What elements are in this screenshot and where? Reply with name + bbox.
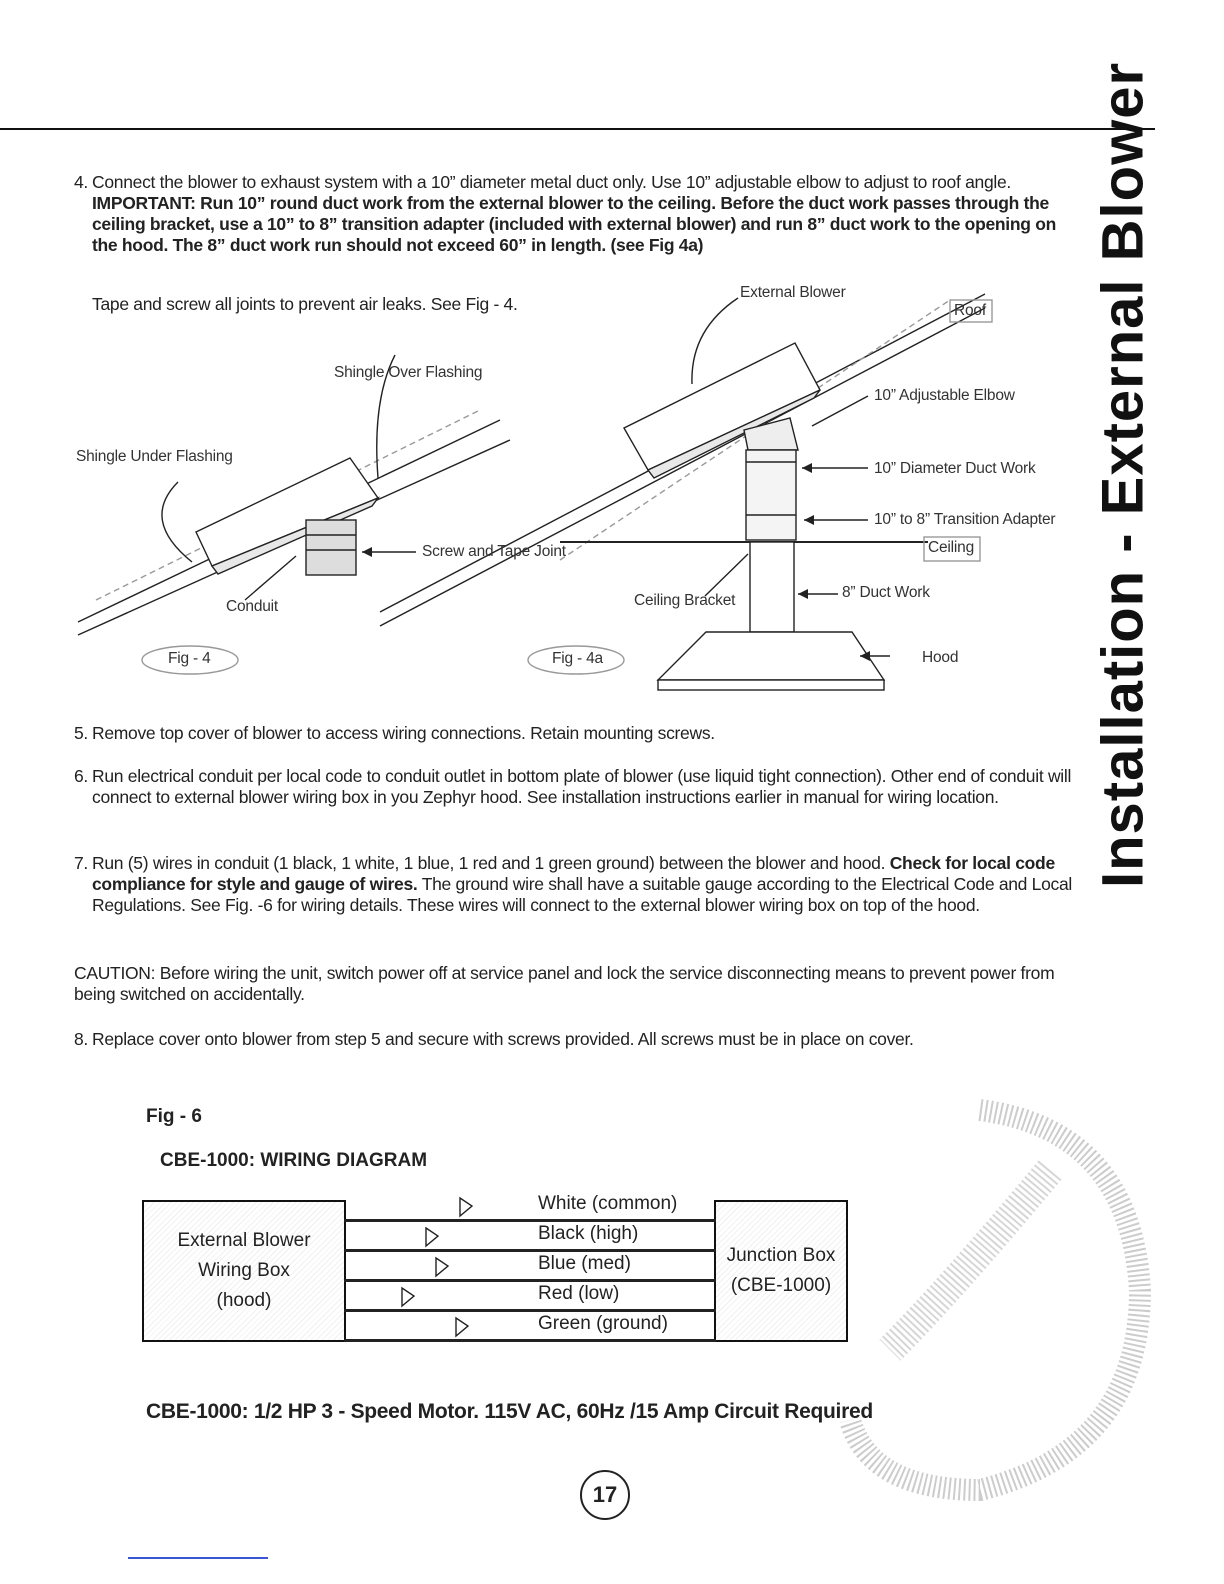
label-ceiling: Ceiling: [928, 539, 974, 556]
section-sidebar: [1088, 61, 1158, 889]
step-number: 7.: [74, 853, 88, 873]
step-text: Connect the blower to exhaust system with a 10” diameter metal duct only. Use 10” adjustable elbow to adjust to roof angle.: [92, 172, 1011, 192]
step-7: [74, 853, 1084, 916]
footer-rule: [128, 1557, 268, 1559]
step-8: [74, 1029, 1084, 1050]
sidebar-title: Installation - External Blower: [1090, 61, 1156, 889]
label-hood: Hood: [922, 649, 959, 666]
step-number: 8.: [74, 1029, 88, 1049]
label-roof: Roof: [954, 302, 986, 319]
label-screw-tape: Screw and Tape Joint: [422, 543, 566, 560]
wiring-diagram-title: CBE-1000: WIRING DIAGRAM: [160, 1150, 428, 1171]
step-number: 6.: [74, 766, 88, 786]
step-important: IMPORTANT: Run 10” round duct work from the external blower to the ceiling. Before the duct work passes through the ceiling bracket, use a 10” to 8” transition adapter (included with external blower) and run 8” duct work to the opening on the hood. The 8” duct work run should not exceed 60” in length. (see Fig 4a): [92, 193, 1056, 255]
wire-label: Red (low): [538, 1283, 620, 1304]
step-number: 5.: [74, 723, 88, 743]
label-shingle-over: Shingle Over Flashing: [334, 364, 483, 381]
label-duct-10: 10” Diameter Duct Work: [874, 460, 1036, 477]
wire-label: Blue (med): [538, 1253, 631, 1274]
step-number: 4.: [74, 172, 88, 192]
fig-4a-label: Fig - 4a: [552, 650, 603, 667]
box-line: (CBE-1000): [730, 1275, 832, 1296]
external-blower-box: [142, 1200, 346, 1342]
wire-label: Black (high): [538, 1223, 639, 1244]
page-number: 17: [580, 1470, 630, 1520]
step-text: Run electrical conduit per local code to conduit outlet in bottom plate of blower (use liquid tight connection). Other end of conduit will connect to external blower wiring box in you Zephyr hood. See installation instructions earlier in manual for wiring location.: [92, 766, 1072, 807]
decorative-swirl: [830, 1090, 1160, 1510]
box-line: (hood): [216, 1290, 272, 1311]
label-elbow: 10” Adjustable Elbow: [874, 387, 1015, 404]
box-line: Wiring Box: [198, 1260, 290, 1281]
label-external-blower: External Blower: [740, 284, 846, 301]
fig-6-label: Fig - 6: [146, 1106, 202, 1127]
label-transition: 10” to 8” Transition Adapter: [874, 511, 1056, 528]
fig-4-label: Fig - 4: [168, 650, 211, 667]
wire-label: Green (ground): [538, 1313, 668, 1334]
label-conduit: Conduit: [226, 598, 279, 615]
tape-note: Tape and screw all joints to prevent air leaks. See Fig - 4.: [92, 294, 518, 314]
wire-connector-icons: [380, 1196, 500, 1344]
label-duct-8: 8” Duct Work: [842, 584, 930, 601]
step-5: [74, 723, 1084, 744]
step-text: Replace cover onto blower from step 5 and secure with screws provided. All screws must be in place on cover.: [92, 1029, 914, 1049]
label-shingle-under: Shingle Under Flashing: [76, 448, 233, 465]
wire-label: White (common): [538, 1193, 678, 1214]
box-line: Junction Box: [726, 1245, 836, 1266]
step-text: Run (5) wires in conduit (1 black, 1 white, 1 blue, 1 red and 1 green ground) between the blower and hood.: [92, 853, 890, 873]
step-text: Remove top cover of blower to access wiring connections. Retain mounting screws.: [92, 723, 715, 743]
box-line: External Blower: [177, 1230, 311, 1251]
step-text-cont: The ground wire shall have a suitable gauge according to the Electrical Code and Local Regulations. See Fig. -6 for wiring details. These wires will connect to the external blower wiring box on top of the hood.: [92, 874, 1073, 915]
label-bracket: Ceiling Bracket: [634, 592, 736, 609]
motor-spec: CBE-1000: 1/2 HP 3 - Speed Motor. 115V AC, 60Hz /15 Amp Circuit Required: [146, 1400, 873, 1423]
junction-box: [714, 1200, 848, 1342]
step-code-compliance: Check for local code compliance for style and gauge of wires.: [92, 853, 1055, 894]
step-6: [74, 766, 1084, 808]
caution-note: CAUTION: Before wiring the unit, switch power off at service panel and lock the service disconnecting means to prevent power from being switched on accidentally.: [74, 963, 1055, 1004]
